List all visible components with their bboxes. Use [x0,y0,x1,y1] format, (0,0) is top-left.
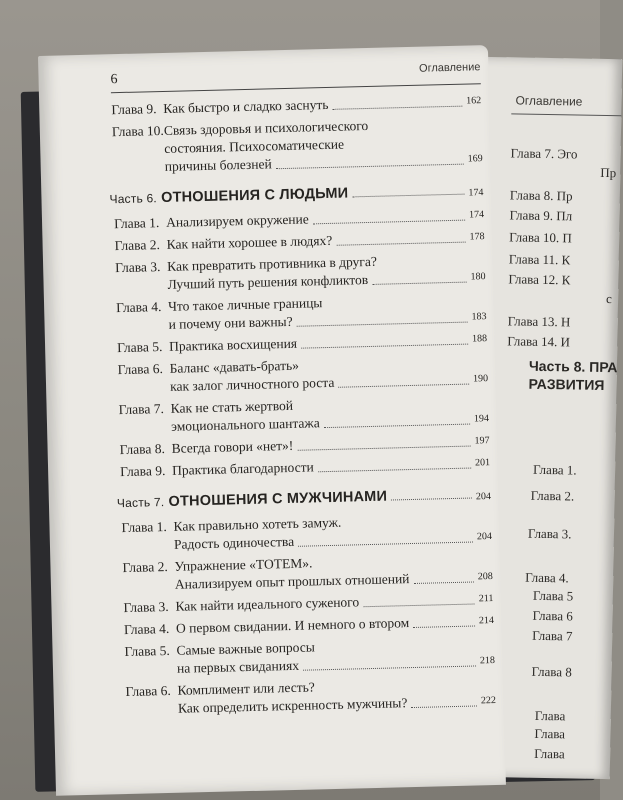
chapter-title-block [167,250,486,294]
chapter-title-last-row [171,432,489,458]
chapter-label: Глава 3. [115,259,161,276]
chapter-title-last-row [175,590,493,616]
toc-chapter-entry [122,550,493,595]
chapter-label: Глава 1. [113,215,160,232]
toc-chapter-entry [112,114,483,177]
chapter-label: Глава 4. [123,620,170,638]
toc-content [110,61,496,723]
chapter-title-block [173,510,492,554]
chapter-label: Глава 8. [119,441,166,458]
left-page [38,45,506,796]
chapter-label: Глава 5. [124,642,170,660]
chapter-page-number: 208 [477,571,493,583]
chapter-title-line: Анализируем окружение [165,211,309,230]
right-page-item: Глава 7 [532,627,573,644]
chapter-page-number: 178 [469,231,485,243]
right-page-item: Пр [600,164,617,181]
part-name: ОТНОШЕНИЯ С МУЖЧИНАМИ [168,488,388,510]
chapter-title-line: Как определить искренность мужчины? [177,695,408,716]
right-part-title-1: Часть 8. ПРА [528,357,618,376]
chapter-page-number: 169 [467,153,483,165]
leader-dots [324,424,470,429]
leader-dots [301,344,468,349]
right-head-rule [511,113,621,116]
chapter-page-number: 204 [476,531,493,543]
toc-chapter-entry [125,674,496,719]
leader-dots [413,625,475,628]
chapter-label: Глава 2. [114,237,161,254]
right-page-item: Глава 4. [525,569,569,586]
right-page-item: Глава 11. К [508,251,571,268]
chapter-label: Глава 7. [118,401,165,418]
table-of-contents [111,92,496,719]
chapter-title-line: на первых свиданиях [176,657,300,676]
running-head [110,61,480,93]
leader-dots [276,164,464,170]
leader-dots [297,446,470,451]
chapter-title-line: Как найти хорошее в людях? [166,232,333,252]
chapter-title-block [166,228,484,254]
right-page-item: Глава 9. Пл [509,207,573,224]
chapter-title-line: О первом свидании. И немного о втором [175,615,410,636]
chapter-title-block [172,454,490,480]
right-page-item: Глава 10. П [509,229,572,246]
chapter-title-line: Практика благодарности [171,459,314,478]
leader-dots [391,498,472,501]
right-page-item: Глава 5 [532,587,574,604]
chapter-label: Глава 9. [111,101,157,118]
part-title [109,185,348,207]
part-page-number: 174 [468,187,484,199]
chapter-label: Глава 6. [125,682,171,700]
chapter-page-number: 218 [479,655,496,667]
chapter-title-line: причины болезней [164,156,272,174]
chapter-page-number: 162 [466,95,482,107]
chapter-title-line: эмоционального шантажа [170,415,320,434]
chapter-page-number: 214 [478,615,495,627]
chapter-page-number: 183 [471,311,487,323]
chapter-title-block [176,612,494,638]
chapter-title-block [169,352,488,396]
chapter-title-block [170,392,489,436]
chapter-title-block [174,550,493,594]
chapter-page-number: 222 [480,695,497,707]
leader-dots [313,220,465,225]
part-prefix: Часть 7. [116,495,165,511]
toc-chapter-entry [116,290,487,335]
leader-dots [333,106,463,110]
chapter-title-block [176,634,495,678]
chapter-title-line: Самые важные вопросы [176,639,316,658]
chapter-title-line: Упражнение «ТОТЕМ». [174,555,313,574]
chapter-title-line: Практика восхищения [168,335,298,354]
chapter-title-block [166,206,484,232]
right-running-head: Оглавление [515,93,583,109]
chapter-title-line: как залог личностного роста [169,374,335,394]
right-page-item: Глава 1. [532,461,577,478]
toc-chapter-entry [121,510,492,555]
chapter-title-block [169,330,487,356]
right-page-item: Глава 8. Пр [509,187,573,204]
chapter-title-last-row [169,330,487,356]
chapter-title-block [168,290,487,334]
chapter-title-line: Комплимент или лесть? [177,679,315,698]
chapter-title-line: Как найти идеального суженого [175,594,360,614]
chapter-page-number: 197 [474,435,490,447]
right-page-item: Глава 2. [530,487,575,504]
right-page-item: Глава 13. Н [507,313,571,330]
right-page-item: Глава 12. К [508,271,571,288]
part-heading [117,486,491,511]
right-page-item: Глава 6 [532,607,573,624]
chapter-title-block [175,590,493,616]
chapter-title-line: Что такое личные границы [167,295,323,314]
chapter-title-line: Радость одиночества [173,533,295,552]
chapter-title-block [164,114,483,176]
right-page-item: Глава 8 [531,663,572,680]
chapter-page-number: 180 [470,271,486,283]
part-heading [109,182,483,207]
chapter-title-line: состояния. Психосоматические [164,136,345,156]
right-page-item: Глава [534,745,565,762]
leader-dots [414,582,474,584]
leader-dots [363,603,475,607]
chapter-title-line: и почему они важны? [168,313,293,332]
right-page-item: Глава [534,707,566,724]
leader-dots [336,242,465,246]
chapter-label: Глава 3. [123,598,169,616]
leader-dots [411,705,477,708]
chapter-title-block [171,432,489,458]
leader-dots [352,194,464,198]
chapter-title-block [177,674,496,718]
right-page-item: Глава 3. [527,525,572,542]
chapter-title-last-row [163,92,481,118]
chapter-title-line: Всегда говори «нет»! [171,437,294,456]
running-title: Оглавление [418,61,481,75]
chapter-label: Глава 4. [115,299,162,316]
chapter-title-last-row [172,454,490,480]
toc-chapter-entry [124,634,495,679]
chapter-title-block [163,92,481,118]
part-page-number: 204 [475,491,492,503]
chapter-title-line: Связь здоровья и психологического [163,117,369,138]
right-part-title-2: РАЗВИТИЯ [528,375,605,394]
leader-dots [338,384,469,388]
toc-chapter-entry [117,352,488,397]
chapter-label: Глава 2. [122,558,168,576]
right-page-item: Глава 14. И [507,333,571,350]
chapter-label: Глава 1. [121,518,167,536]
part-prefix: Часть 6. [109,191,158,207]
right-page-item: Глава 7. Эго [510,145,578,162]
leader-dots [303,665,476,670]
chapter-page-number: 211 [478,593,494,605]
chapter-title-last-row [166,206,484,232]
chapter-page-number: 188 [471,333,488,345]
chapter-page-number: 174 [468,209,485,221]
chapter-page-number: 190 [472,373,489,385]
chapter-label: Глава 5. [116,339,163,356]
chapter-title-line: Как быстро и сладко заснуть [163,96,329,116]
chapter-title-last-row [176,612,494,638]
leader-dots [372,282,466,285]
toc-chapter-entry [118,392,489,437]
right-page-item: Глава [534,725,566,742]
part-title [117,489,388,512]
chapter-title-line: Как превратить противника в друга? [166,253,378,274]
toc-chapter-entry [120,454,490,481]
leader-dots [298,542,473,547]
right-page-item: с [605,291,613,307]
chapter-page-number: 201 [474,457,491,469]
chapter-title-line: Анализируем опыт прошлых отношений [174,571,410,592]
chapter-title-last-row [166,228,484,254]
chapter-title-line: Лучший путь решения конфликтов [167,272,369,292]
chapter-title-line: Как не стать жертвой [170,397,294,416]
chapter-label: Глава 6. [117,361,164,378]
chapter-title-line: Как правильно хотеть замуж. [173,514,342,534]
leader-dots [318,468,471,473]
part-name: ОТНОШЕНИЯ С ЛЮДЬМИ [160,185,349,207]
page-number: 6 [110,72,118,88]
chapter-label: Глава 9. [119,463,166,480]
chapter-title-line: Баланс «давать-брать» [169,357,300,376]
chapter-page-number: 194 [473,413,490,425]
leader-dots [297,322,468,327]
chapter-label: Глава 10. [111,122,165,140]
toc-chapter-entry [115,250,486,295]
